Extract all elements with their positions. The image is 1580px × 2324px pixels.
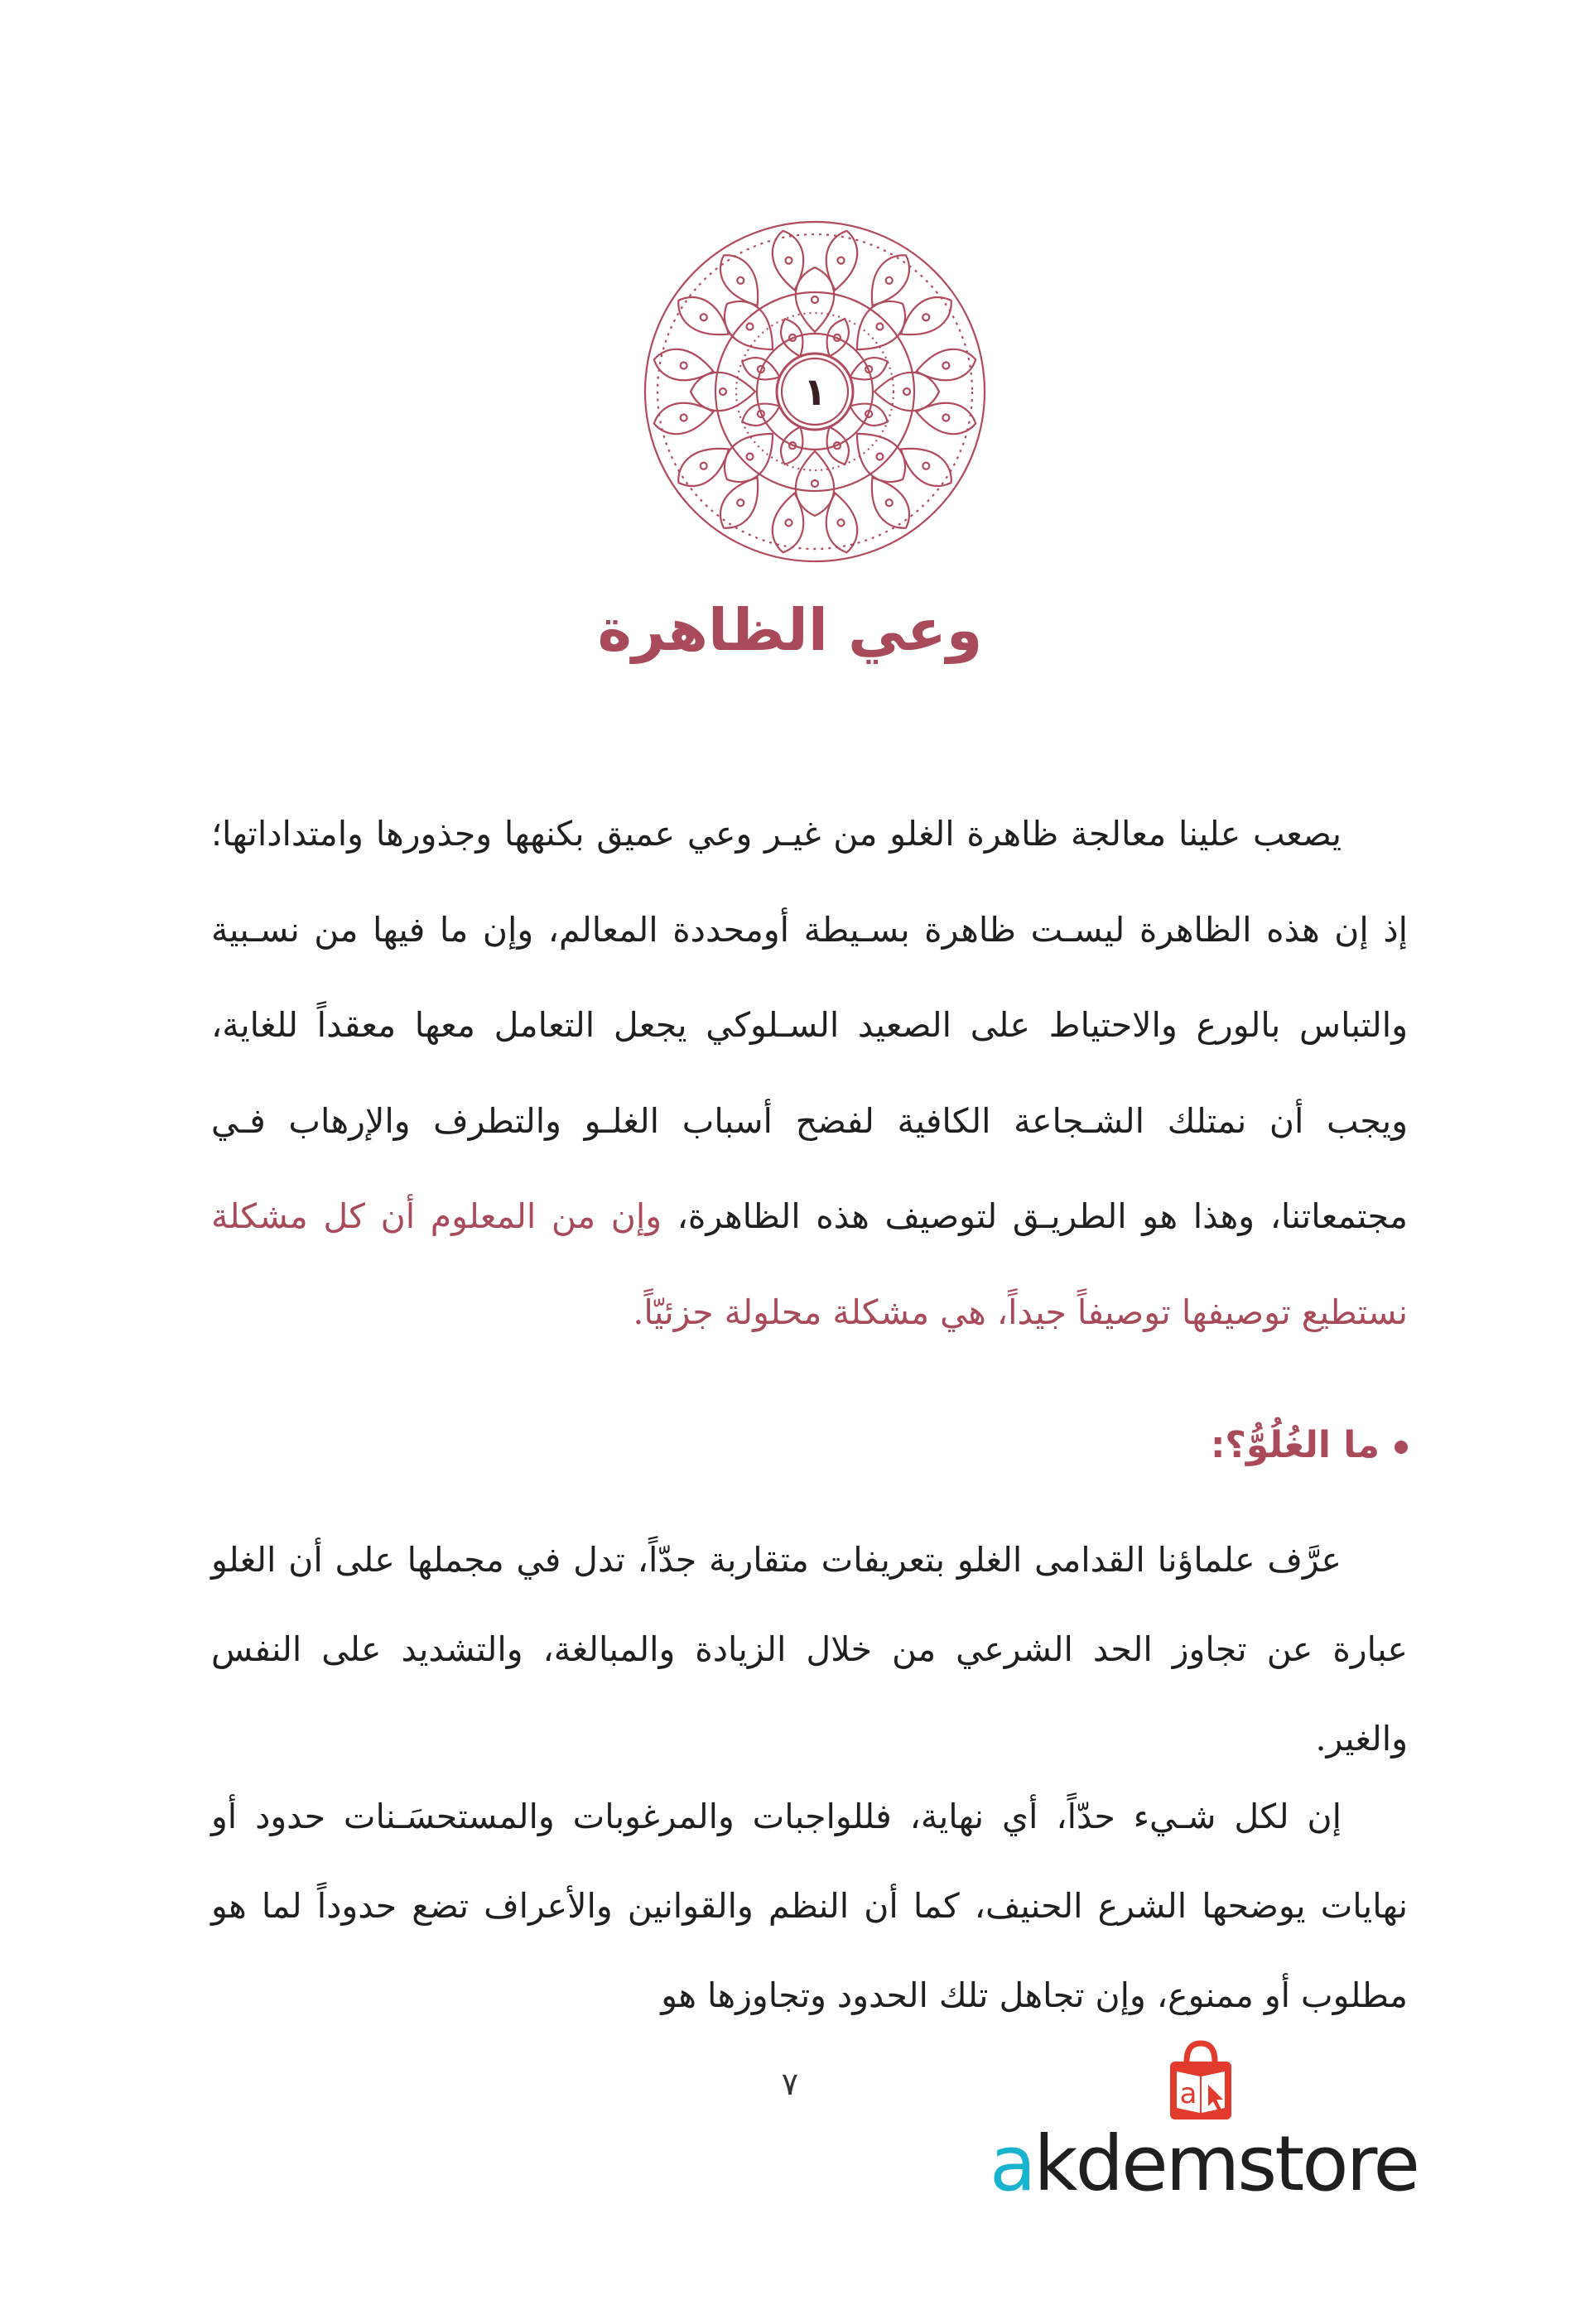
mandala-ornament xyxy=(641,214,989,570)
chapter-title: وعي الظاهرة xyxy=(597,596,983,664)
page-number: ٧ xyxy=(781,2066,799,2102)
paragraph-definition: عرَّف علماؤنا القدامى الغلو بتعريفات متقاربة جدّاً، تدل في مجملها على أن الغلو عبارة عن تجاوز الحد الشرعي من خلال الزيادة والمبالغة، والتشديد على النفس والغير. xyxy=(211,1540,1408,1759)
store-name-a: a xyxy=(990,2120,1034,2208)
paragraph-intro-text: يصعب علينا معالجة ظاهرة الغلو من غيـر وعي عميق بكنهها وجذورها وامتداداتها؛ إذ إن هذه الظاهرة ليسـت ظاهرة بسـيطة أومحددة المعالم، وإن ما فيها من نسـبية والتباس بالورع والاحتياط على الصعيد السـلوكي يجعل التعامل معها معقداً للغاية، ويجب أن نمتلك الشـجاعة الكافية لفضح أسباب الغلـو والتطرف والإرهاب فـي مجتمعاتنا، وهذا هو الطريـق لتوصيف هذه الظاهرة، xyxy=(211,814,1408,1236)
svg-text:a: a xyxy=(1179,2077,1197,2110)
store-name-rest: kdemstore xyxy=(1033,2120,1418,2208)
chapter-number: ١ xyxy=(802,369,827,414)
bullet-icon xyxy=(1395,1441,1408,1454)
store-watermark xyxy=(990,2037,1420,2252)
store-name xyxy=(990,2120,1420,2208)
paragraph-limits: إن لكل شـيء حدّاً، أي نهاية، فللواجبات والمرغوبات والمستحسَـنات حدود أو نهايات يوضحها الشرع الحنيف، كما أن النظم والقوانين والأعراف تضع حدوداً لما هو مطلوب أو ممنوع، وإن تجاهل تلك الحدود وتجاوزها هو xyxy=(211,1797,1408,2015)
book-bag-cursor-icon xyxy=(1155,2037,1246,2128)
paragraph-intro-highlight: وإن من المعلوم أن كل مشكلة نستطيع توصيفها توصيفاً جيداً، هي مشكلة محلولة جزئيّاً. xyxy=(211,1196,1408,1332)
section-heading-text: ما الغُلُوُّ؟: xyxy=(1210,1424,1380,1466)
section-heading xyxy=(211,1424,1408,1466)
paragraph-intro xyxy=(211,787,1408,1360)
